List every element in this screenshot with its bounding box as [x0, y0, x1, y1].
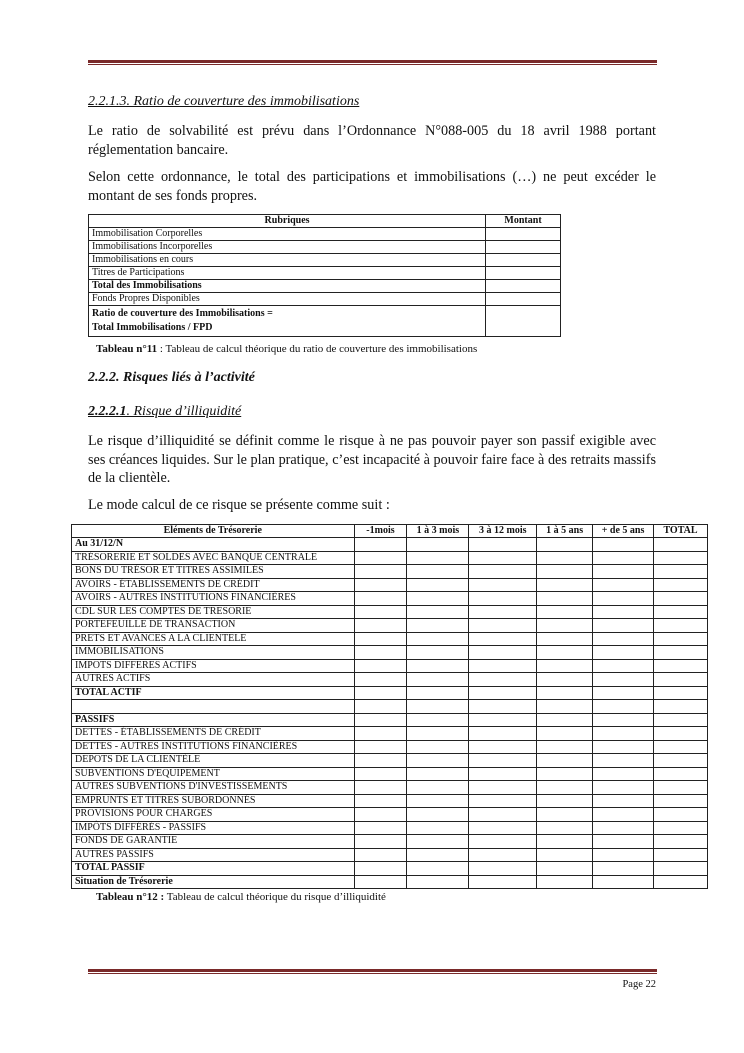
table-cell [653, 713, 707, 727]
table-cell [407, 781, 469, 795]
table-row [72, 673, 708, 687]
table-cell [593, 808, 654, 822]
table-cell [469, 565, 537, 579]
table-row [72, 605, 708, 619]
table-cell-label: BONS DU TRÉSOR ET TITRES ASSIMILÉS [72, 565, 355, 579]
table-cell [593, 578, 654, 592]
table-cell [537, 592, 593, 606]
table-cell [486, 254, 561, 267]
table-cell [407, 713, 469, 727]
section-heading-222: 2.2.2. Risques liés à l’activité [88, 370, 255, 385]
table-cell [537, 565, 593, 579]
table-cell [469, 551, 537, 565]
table-cell-label: PORTEFEUILLE DE TRANSACTION [72, 619, 355, 633]
table-cell-label: DEPOTS DE LA CLIENTÈLE [72, 754, 355, 768]
table-header-rubriques: Rubriques [89, 215, 486, 228]
paragraph-solvabilite: Le ratio de solvabilité est prévu dans l’Ordonnance N°088-005 du 18 avril 1988 portant réglementation bancaire. [88, 123, 656, 158]
table-cell [469, 835, 537, 849]
table-cell-label [72, 700, 355, 714]
table-row [72, 754, 708, 768]
table-cell-label: PRETS ET AVANCES A LA CLIENTELE [72, 632, 355, 646]
header-rule [88, 60, 657, 65]
table-cell [354, 686, 407, 700]
table-cell [537, 848, 593, 862]
table-cell [469, 740, 537, 754]
table-cell [653, 578, 707, 592]
table-cell [653, 659, 707, 673]
table-cell [469, 754, 537, 768]
table-header: + de 5 ans [593, 525, 654, 538]
table-row [72, 875, 708, 889]
table-cell-label: SUBVENTIONS D'EQUIPEMENT [72, 767, 355, 781]
table-cell [537, 659, 593, 673]
table-cell [593, 821, 654, 835]
table-row [89, 306, 561, 337]
table-cell: Titres de Participations [89, 267, 486, 280]
table-row [72, 565, 708, 579]
table-row [72, 848, 708, 862]
table-cell-label: AVOIRS - ÉTABLISSEMENTS DE CRÉDIT [72, 578, 355, 592]
table-cell [469, 578, 537, 592]
table-cell-label: IMPOTS DIFFERES ACTIFS [72, 659, 355, 673]
table-cell [593, 727, 654, 741]
table-row [89, 228, 561, 241]
table-cell [537, 727, 593, 741]
table-cell [407, 538, 469, 552]
table-cell [407, 875, 469, 889]
table-cell-label: AUTRES SUBVENTIONS D'INVESTISSEMENTS [72, 781, 355, 795]
table-row [72, 821, 708, 835]
page-number: Page 22 [622, 979, 656, 990]
table-cell [537, 862, 593, 876]
table-cell [593, 646, 654, 660]
table-cell [354, 875, 407, 889]
table-cell [407, 605, 469, 619]
table-cell [537, 713, 593, 727]
table-cell [407, 848, 469, 862]
table-cell [653, 781, 707, 795]
table-cell [354, 632, 407, 646]
table-cell [354, 713, 407, 727]
table-cell [537, 875, 593, 889]
table-cell [469, 848, 537, 862]
table-cell [407, 673, 469, 687]
table-cell [653, 727, 707, 741]
table-cell [354, 646, 407, 660]
table-cell [537, 767, 593, 781]
table-cell-label: EMPRUNTS ET TITRES SUBORDONNÉS [72, 794, 355, 808]
table-cell [653, 673, 707, 687]
table-cell [537, 551, 593, 565]
table-cell [354, 862, 407, 876]
table-header: Eléments de Trésorerie [72, 525, 355, 538]
table-cell [537, 578, 593, 592]
table-cell [469, 781, 537, 795]
table-cell [593, 794, 654, 808]
table-cell [486, 228, 561, 241]
table-cell-label: IMPÔTS DIFFÉRÉS - PASSIFS [72, 821, 355, 835]
table-row [72, 794, 708, 808]
table-row [89, 280, 561, 293]
table-header: 1 à 5 ans [537, 525, 593, 538]
table-cell-label: AVOIRS - AUTRES INSTITUTIONS FINANCIÈRES [72, 592, 355, 606]
table-cell [593, 551, 654, 565]
table-caption-12 [96, 891, 386, 903]
paragraph-illiquidite: Le risque d’illiquidité se définit comme le risque à ne pas pouvoir payer son passif exigible avec ses créances liquides. Sur le plan pratique, c’est incapacité à pouvoir faire face à des retraits massifs de la clientèle. [88, 433, 656, 486]
table-row [72, 646, 708, 660]
table-cell [407, 727, 469, 741]
table-cell [407, 862, 469, 876]
table-header: -1mois [354, 525, 407, 538]
table-cell [354, 821, 407, 835]
table-row [89, 241, 561, 254]
table-cell [407, 619, 469, 633]
table-cell [354, 578, 407, 592]
table-cell [653, 875, 707, 889]
table-cell [469, 632, 537, 646]
table-cell [354, 659, 407, 673]
table-cell-label: FONDS DE GARANTIE [72, 835, 355, 849]
table-cell [469, 538, 537, 552]
caption-text: Tableau de calcul théorique du risque d’illiquidité [164, 891, 386, 903]
table-cell [354, 767, 407, 781]
table-cell [354, 808, 407, 822]
table-row [72, 619, 708, 633]
table-cell [537, 646, 593, 660]
table-cell [469, 862, 537, 876]
table-cell [407, 686, 469, 700]
table-cell [653, 754, 707, 768]
table-cell [537, 781, 593, 795]
table-cell [593, 740, 654, 754]
table-row [72, 700, 708, 714]
table-cell [653, 848, 707, 862]
table-cell [407, 565, 469, 579]
table-cell-label: PASSIFS [72, 713, 355, 727]
table-cell [653, 565, 707, 579]
table-row [72, 632, 708, 646]
table-cell [354, 673, 407, 687]
table-cell [593, 767, 654, 781]
table-cell [593, 875, 654, 889]
caption-text: : Tableau de calcul théorique du ratio de couverture des immobilisations [157, 343, 478, 355]
table-cell [593, 835, 654, 849]
table-cell [407, 646, 469, 660]
table-cell [469, 659, 537, 673]
table-cell [653, 821, 707, 835]
table-cell [537, 538, 593, 552]
table-cell-label: AUTRES PASSIFS [72, 848, 355, 862]
table-cell [354, 538, 407, 552]
table-cell-label: Au 31/12/N [72, 538, 355, 552]
ratio-formula-line1: Ratio de couverture des Immobilisations = [92, 308, 273, 319]
table-row [89, 267, 561, 280]
table-cell [537, 821, 593, 835]
table-cell [593, 592, 654, 606]
section-heading-2213: 2.2.1.3. Ratio de couverture des immobilisations [88, 94, 360, 109]
section-number: 2.2.2.1 [88, 404, 127, 419]
table-cell [354, 848, 407, 862]
table-cell [354, 781, 407, 795]
table-cell-label: CDL SUR LES COMPTES DE TRESORIE [72, 605, 355, 619]
table-cell [537, 619, 593, 633]
table-cell [537, 686, 593, 700]
table-cell [653, 794, 707, 808]
table-cell [354, 700, 407, 714]
table-cell [469, 727, 537, 741]
table-cell [593, 686, 654, 700]
table-cell: Immobilisations Incorporelles [89, 241, 486, 254]
table-cell [354, 835, 407, 849]
table-cell [593, 700, 654, 714]
table-cell [653, 619, 707, 633]
table-cell [593, 659, 654, 673]
table-cell [407, 808, 469, 822]
table-cell [537, 700, 593, 714]
table-cell [354, 592, 407, 606]
table-row [72, 740, 708, 754]
paragraph-ordonnance: Selon cette ordonnance, le total des participations et immobilisations (…) ne peut excéder le montant de ses fonds propres. [88, 169, 656, 204]
table-row [72, 538, 708, 552]
table-cell [486, 241, 561, 254]
table-cell [407, 632, 469, 646]
table-cell [354, 619, 407, 633]
table-row [72, 781, 708, 795]
table-cell-label: DETTES - AUTRES INSTITUTIONS FINANCIÈRES [72, 740, 355, 754]
table-cell [407, 551, 469, 565]
table-cell [407, 659, 469, 673]
section-heading-2221 [88, 404, 241, 420]
table-cell [354, 727, 407, 741]
table-cell [653, 592, 707, 606]
table-cell-ratio [89, 306, 486, 337]
table-cell [593, 781, 654, 795]
table-cell [354, 551, 407, 565]
table-cell [653, 551, 707, 565]
table-cell: Fonds Propres Disponibles [89, 293, 486, 306]
table-cell [469, 808, 537, 822]
table-cell [653, 767, 707, 781]
table-header: 3 à 12 mois [469, 525, 537, 538]
table-cell-label: TOTAL PASSIF [72, 862, 355, 876]
table-cell [486, 267, 561, 280]
ratio-formula-line2: Total Immobilisations / FPD [92, 322, 213, 333]
caption-label: Tableau n°11 [96, 343, 158, 355]
table-cell [593, 605, 654, 619]
table-row [72, 862, 708, 876]
table-cell-label: AUTRES ACTIFS [72, 673, 355, 687]
table-header-montant: Montant [486, 215, 561, 228]
table-cell [354, 605, 407, 619]
table-cell [593, 862, 654, 876]
table-caption-11 [96, 343, 477, 355]
table-cell-label: TRÉSORERIE ET SOLDES AVEC BANQUE CENTRALE [72, 551, 355, 565]
table-cell [354, 565, 407, 579]
table-cell [469, 767, 537, 781]
table-cell [469, 713, 537, 727]
table-row [72, 808, 708, 822]
table-cell [407, 835, 469, 849]
table-header: TOTAL [653, 525, 707, 538]
table-risque-illiquidite [71, 524, 708, 889]
table-ratio-couverture [88, 214, 561, 337]
table-cell-label: PROVISIONS POUR CHARGES [72, 808, 355, 822]
table-cell [653, 700, 707, 714]
table-cell [653, 686, 707, 700]
table-cell [407, 821, 469, 835]
footer-rule [88, 969, 657, 974]
table-cell: Total des Immobilisations [89, 280, 486, 293]
table-cell [354, 754, 407, 768]
section-title: . Risque d’illiquidité [126, 404, 242, 419]
table-cell-label: IMMOBILISATIONS [72, 646, 355, 660]
table-cell [653, 740, 707, 754]
table-cell [469, 821, 537, 835]
table-row [72, 767, 708, 781]
table-cell [537, 808, 593, 822]
table-cell [537, 632, 593, 646]
table-row [72, 835, 708, 849]
table-cell [407, 754, 469, 768]
table-cell [469, 686, 537, 700]
table-cell [537, 605, 593, 619]
table-cell [354, 740, 407, 754]
table-cell [653, 835, 707, 849]
table-cell [593, 754, 654, 768]
table-cell [593, 565, 654, 579]
table-cell [653, 646, 707, 660]
table-row [89, 254, 561, 267]
table-cell [593, 619, 654, 633]
table-cell [469, 700, 537, 714]
table-row [72, 686, 708, 700]
table-cell: Immobilisations en cours [89, 254, 486, 267]
table-cell-label: TOTAL ACTIF [72, 686, 355, 700]
table-cell [537, 794, 593, 808]
table-cell [593, 848, 654, 862]
table-cell [469, 794, 537, 808]
caption-label: Tableau n°12 : [96, 891, 165, 903]
table-cell [653, 632, 707, 646]
table-cell [486, 293, 561, 306]
table-row [72, 578, 708, 592]
table-cell [469, 875, 537, 889]
table-cell-label: Situation de Trésorerie [72, 875, 355, 889]
table-row [89, 293, 561, 306]
table-cell [653, 538, 707, 552]
table-cell [537, 740, 593, 754]
table-cell [486, 280, 561, 293]
table-cell-label: DETTES - ÉTABLISSEMENTS DE CRÉDIT [72, 727, 355, 741]
table-row [72, 551, 708, 565]
table-cell [407, 592, 469, 606]
table-cell [469, 673, 537, 687]
table-cell [593, 632, 654, 646]
table-cell [407, 794, 469, 808]
table-cell [469, 605, 537, 619]
paragraph-mode-calcul: Le mode calcul de ce risque se présente comme suit : [88, 497, 390, 513]
table-cell [407, 767, 469, 781]
table-cell [407, 578, 469, 592]
table-header: 1 à 3 mois [407, 525, 469, 538]
table-cell: Immobilisation Corporelles [89, 228, 486, 241]
table-row [72, 659, 708, 673]
table-cell [593, 538, 654, 552]
table-cell [593, 673, 654, 687]
table-row [72, 713, 708, 727]
table-cell [354, 794, 407, 808]
table-cell [469, 646, 537, 660]
table-cell [469, 619, 537, 633]
table-cell [486, 306, 561, 337]
table-row [72, 592, 708, 606]
table-cell [407, 700, 469, 714]
table-cell [537, 754, 593, 768]
table-cell [407, 740, 469, 754]
table-cell [653, 808, 707, 822]
table-cell [469, 592, 537, 606]
table-cell [537, 673, 593, 687]
table-cell [537, 835, 593, 849]
table-row [72, 727, 708, 741]
table-cell [653, 605, 707, 619]
table-cell [653, 862, 707, 876]
table-cell [593, 713, 654, 727]
